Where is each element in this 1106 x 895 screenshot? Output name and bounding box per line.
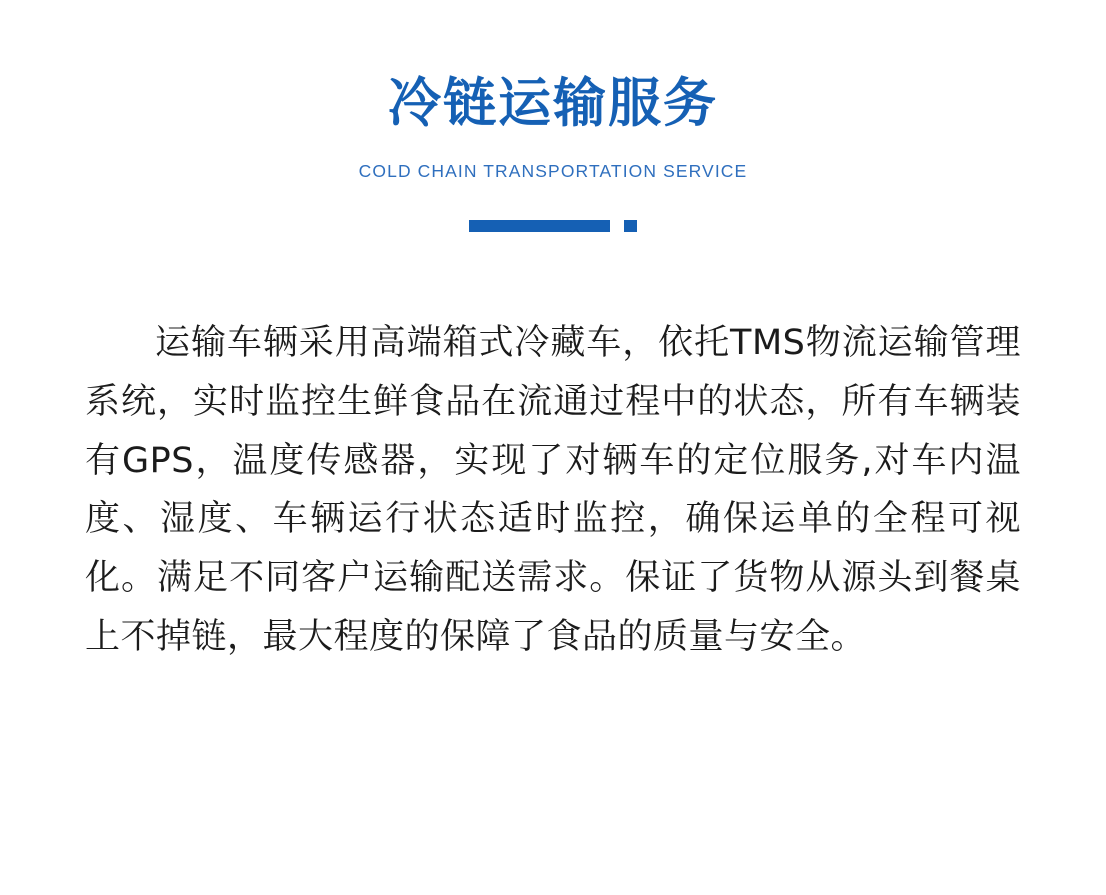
- content-section: [0, 314, 1106, 667]
- page-title: 冷链运输服务: [388, 73, 718, 134]
- page-header: [0, 0, 1106, 232]
- body-paragraph: 运输车辆采用高端箱式冷藏车，依托TMS物流运输管理系统，实时监控生鲜食品在流通过程中的状态，所有车辆装有GPS，温度传感器，实现了对辆车的定位服务,对车内温度、湿度、车辆运行状态适时监控，确保运单的全程可视化。满足不同客户运输配送需求。保证了货物从源头到餐桌上不掉链，最大程度的保障了食品的质量与安全。: [85, 322, 1021, 657]
- divider-bar: [469, 220, 610, 232]
- page-subtitle: COLD CHAIN TRANSPORTATION SERVICE: [358, 160, 748, 181]
- divider: [469, 220, 637, 232]
- divider-dot: [624, 220, 637, 232]
